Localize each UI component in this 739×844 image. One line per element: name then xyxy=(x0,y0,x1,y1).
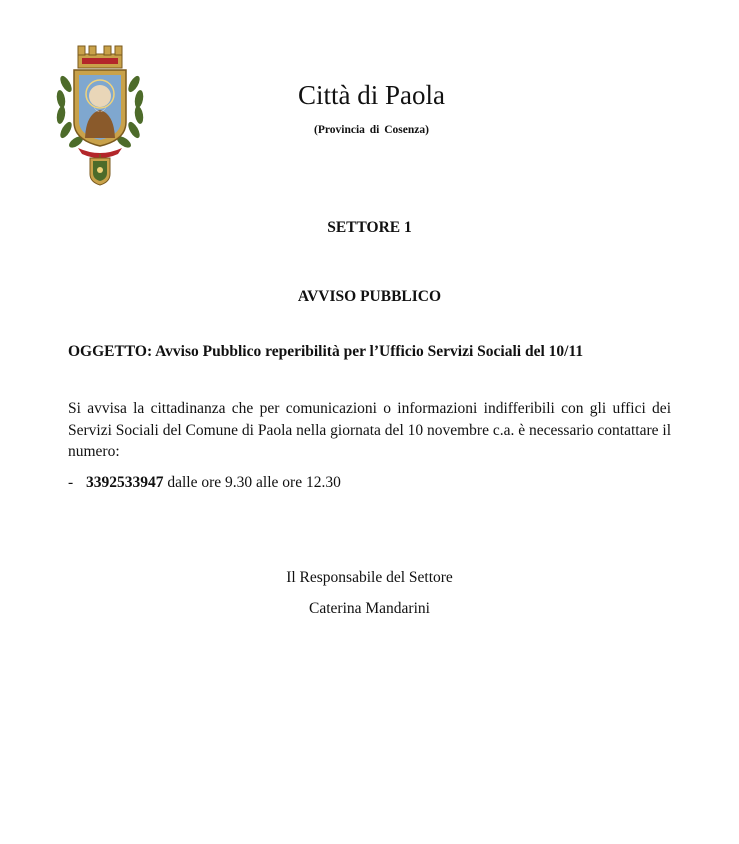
notice-heading: AVVISO PUBBLICO xyxy=(297,288,442,305)
sector-heading: SETTORE 1 xyxy=(327,219,412,236)
subject-line: OGGETTO: Avviso Pubblico reperibilità per l’Ufficio Servizi Sociali del 10/11 xyxy=(68,343,584,360)
list-dash: - xyxy=(68,474,74,491)
contact-line xyxy=(68,474,341,492)
contact-hours: dalle ore 9.30 alle ore 12.30 xyxy=(163,474,341,491)
phone-number: 3392533947 xyxy=(86,474,164,491)
notice-body: Si avvisa la cittadinanza che per comunicazioni o informazioni indifferibili con gli uffici dei Servizi Sociali del Comune di Paola nella giornata del 10 novembre c.a. è necessario contattare il numero: xyxy=(68,400,672,460)
signature-name: Caterina Mandarini xyxy=(309,600,430,617)
signature-role: Il Responsabile del Settore xyxy=(286,569,453,586)
page-title: Città di Paola xyxy=(298,80,445,110)
page-subtitle: (Provincia di Cosenza) xyxy=(314,124,429,136)
coat-of-arms-icon xyxy=(52,44,148,186)
